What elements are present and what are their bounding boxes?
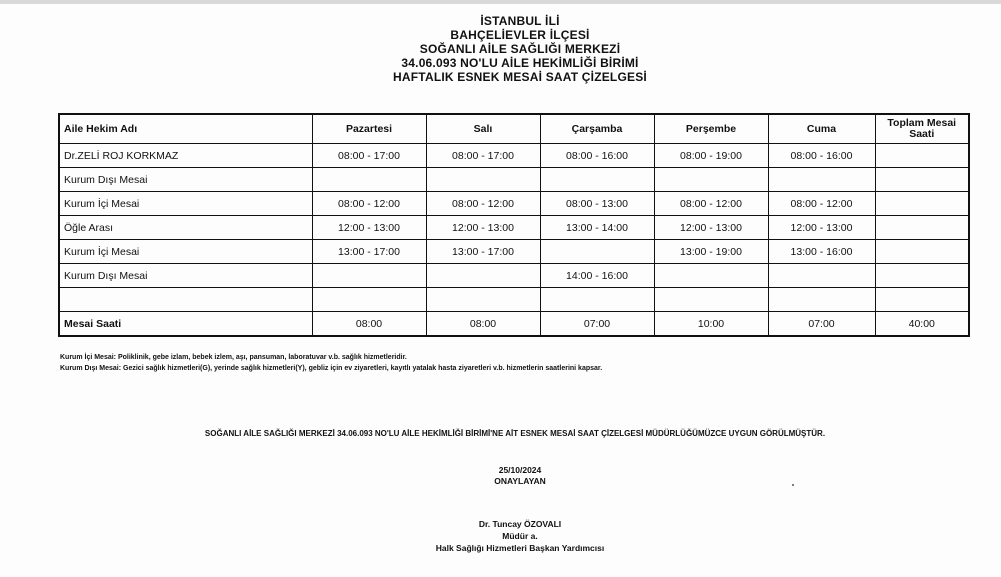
time-cell — [654, 288, 768, 312]
time-cell: 08:00 - 16:00 — [768, 144, 875, 168]
time-cell: 08:00 - 16:00 — [540, 144, 654, 168]
time-cell — [768, 288, 875, 312]
time-cell — [768, 264, 875, 288]
time-cell: 12:00 - 13:00 — [312, 216, 426, 240]
header-unit: 34.06.093 NO'LU AİLE HEKİMLİĞİ BİRİMİ — [401, 56, 639, 70]
table-row — [59, 240, 969, 264]
table-row — [59, 288, 969, 312]
time-cell — [768, 168, 875, 192]
signatory-role: Müdür a. — [502, 531, 538, 541]
row-label-cell: Dr.ZELİ ROJ KORKMAZ — [59, 144, 312, 168]
note-external: Kurum Dışı Mesai: Gezici sağlık hizmetleri(G), yerinde sağlık hizmetleri(Y), gebliz için ev ziyaretleri, kayıtlı yatalak hasta ziyaretleri v.b. hizmetlerin saatlerini kapsar. — [60, 365, 603, 372]
time-cell — [875, 288, 969, 312]
col-header-doctor: Aile Hekim Adı — [59, 114, 312, 144]
header-center: SOĞANLI AİLE SAĞLIĞI MERKEZİ — [419, 42, 621, 56]
time-cell — [540, 288, 654, 312]
col-header-total — [875, 114, 969, 144]
row-label-cell: Kurum İçi Mesai — [59, 240, 312, 264]
table-row — [59, 264, 969, 288]
col-header-total-label: Toplam Mesai Saati — [887, 117, 957, 140]
time-cell: 08:00 - 19:00 — [654, 144, 768, 168]
time-cell: 12:00 - 13:00 — [426, 216, 540, 240]
time-cell: 08:00 - 12:00 — [426, 192, 540, 216]
col-header-wednesday: Çarşamba — [540, 114, 654, 144]
time-cell — [540, 240, 654, 264]
time-cell: 13:00 - 14:00 — [540, 216, 654, 240]
table-row — [59, 168, 969, 192]
time-cell — [312, 168, 426, 192]
signatory-name: Dr. Tuncay ÖZOVALI — [478, 519, 562, 529]
col-header-friday: Cuma — [768, 114, 875, 144]
table-header-row — [59, 114, 969, 144]
document-header — [0, 14, 1001, 84]
time-cell: 13:00 - 16:00 — [768, 240, 875, 264]
time-cell: 08:00 - 13:00 — [540, 192, 654, 216]
time-cell — [426, 264, 540, 288]
time-cell: 13:00 - 17:00 — [312, 240, 426, 264]
time-cell: 13:00 - 17:00 — [426, 240, 540, 264]
time-cell — [875, 168, 969, 192]
notes — [60, 352, 602, 374]
header-province: İSTANBUL İLİ — [480, 14, 560, 28]
table-row — [59, 216, 969, 240]
approver-label: ONAYLAYAN — [494, 476, 546, 486]
page-top-edge — [0, 0, 1001, 4]
time-cell — [654, 168, 768, 192]
date-block — [0, 465, 1001, 487]
time-cell: 08:00 - 17:00 — [312, 144, 426, 168]
row-label-cell: Mesai Saati — [59, 312, 312, 337]
schedule-table — [58, 113, 970, 337]
time-cell — [875, 144, 969, 168]
note-internal: Kurum İçi Mesai: Poliklinik, gebe izlam, bebek izlem, aşı, pansuman, laboratuvar v.b. sağlık hizmetleridir. — [60, 354, 407, 361]
table-total-row — [59, 312, 969, 337]
col-header-thursday: Perşembe — [654, 114, 768, 144]
time-cell: 08:00 - 12:00 — [768, 192, 875, 216]
time-cell — [540, 168, 654, 192]
row-label-cell: Kurum Dışı Mesai — [59, 264, 312, 288]
time-cell: 08:00 — [312, 312, 426, 337]
time-cell: 40:00 — [875, 312, 969, 337]
time-cell — [875, 216, 969, 240]
time-cell: 13:00 - 19:00 — [654, 240, 768, 264]
time-cell — [426, 168, 540, 192]
time-cell: 08:00 - 12:00 — [312, 192, 426, 216]
approval-statement: SOĞANLI AİLE SAĞLIĞI MERKEZİ 34.06.093 NO'LU AİLE HEKİMLİĞİ BİRİMİ'NE AİT ESNEK MESAİ SAAT ÇİZELGESİ MÜDÜRLÜĞÜMÜZCE UYGUN GÖRÜLMÜŞTÜR. — [204, 429, 826, 438]
time-cell — [875, 240, 969, 264]
signatory-title: Halk Sağlığı Hizmetleri Başkan Yardımcısı — [435, 543, 605, 553]
col-header-monday: Pazartesi — [312, 114, 426, 144]
col-header-tuesday: Salı — [426, 114, 540, 144]
time-cell: 14:00 - 16:00 — [540, 264, 654, 288]
time-cell — [312, 288, 426, 312]
time-cell — [654, 264, 768, 288]
time-cell — [426, 288, 540, 312]
time-cell: 12:00 - 13:00 — [654, 216, 768, 240]
time-cell — [875, 192, 969, 216]
table-row — [59, 192, 969, 216]
row-label-cell — [59, 288, 312, 312]
time-cell: 10:00 — [654, 312, 768, 337]
time-cell — [312, 264, 426, 288]
ink-dot — [792, 484, 794, 486]
row-label-cell: Kurum Dışı Mesai — [59, 168, 312, 192]
header-district: BAHÇELİEVLER İLÇESİ — [450, 28, 590, 42]
signature-block — [0, 518, 1001, 554]
time-cell: 08:00 — [426, 312, 540, 337]
time-cell: 08:00 - 12:00 — [654, 192, 768, 216]
row-label-cell: Öğle Arası — [59, 216, 312, 240]
header-title: HAFTALIK ESNEK MESAİ SAAT ÇİZELGESİ — [393, 70, 647, 84]
time-cell: 08:00 - 17:00 — [426, 144, 540, 168]
time-cell: 12:00 - 13:00 — [768, 216, 875, 240]
table-row — [59, 144, 969, 168]
time-cell: 07:00 — [540, 312, 654, 337]
approval-date: 25/10/2024 — [498, 465, 542, 475]
time-cell: 07:00 — [768, 312, 875, 337]
time-cell — [875, 264, 969, 288]
row-label-cell: Kurum İçi Mesai — [59, 192, 312, 216]
